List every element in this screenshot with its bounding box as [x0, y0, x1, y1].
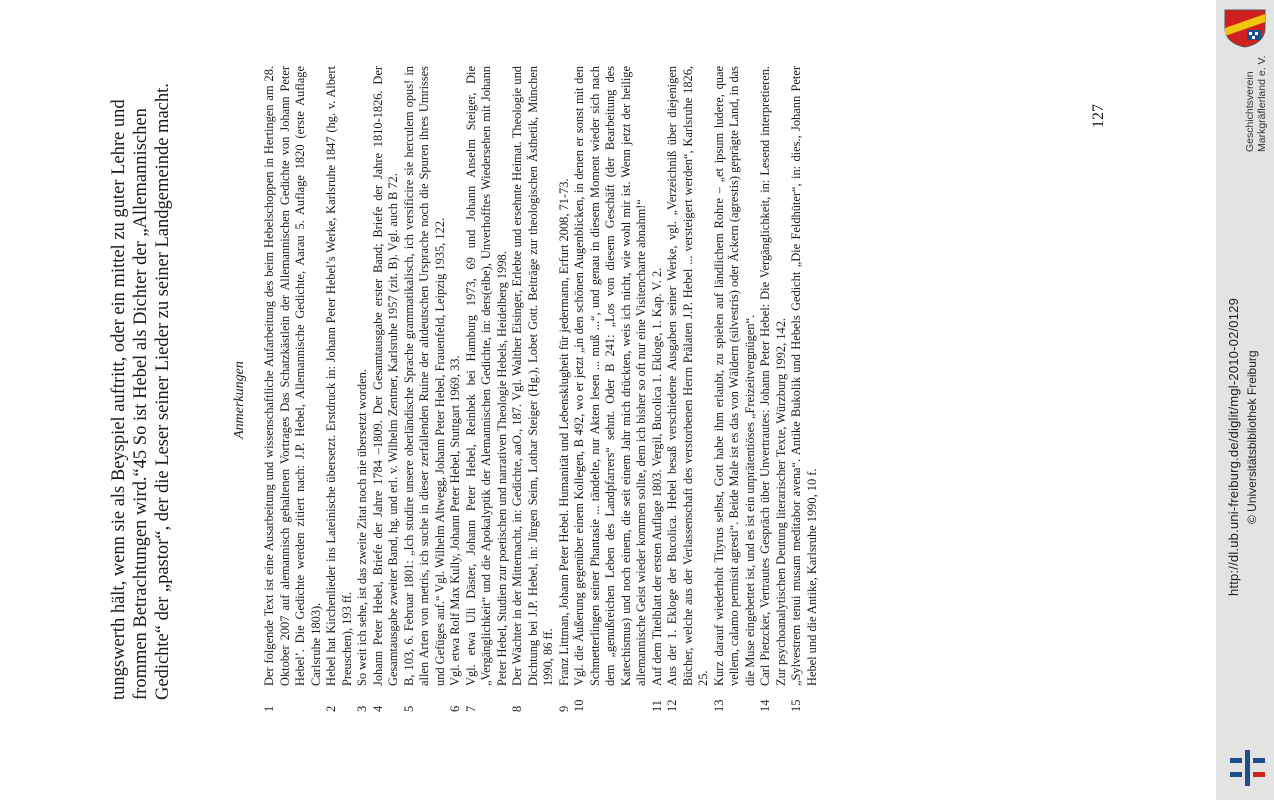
footnote-number: 1	[262, 705, 276, 712]
footnote-number: 5	[401, 705, 416, 712]
footnote-text: Auf dem Titelblatt der ersten Auflage 1803. Vergil, Bucolica 1. Ekloge, 1. Kap. V. 2.	[649, 267, 664, 686]
footnote	[371, 66, 402, 712]
footnote-text: Aus der 1. Ekloge der Bucolica. Hebel besaß verschiedene Ausgaben seiner Werke, vgl. „Verzeichniß über diejenigen Bücher, welche aus der Verlassenschaft des verstorbenen Herrn Prälaten J.P. Hebel ... versteigert werden“, Karlsruhe 1826, 25.	[665, 66, 710, 686]
footnote-text: B, 103, 6. Februar 1801: „Ich studire unsere oberländische Sprache grammatikalisch, ich versificire sie herculem opus! in allen Arten von metris, ich suche in dieser zerfallenden Ruine der altdeutschen Ursprache noch die Spuren ihres Umrisses und Gefüges auf.“ Vgl. Wilhelm Altwegg, Johann Peter Hebel, Frauenfeld, Leipzig 1935, 122.	[401, 66, 447, 686]
footnote	[572, 66, 650, 712]
association-line: Markgräflerland e. V.	[1256, 55, 1268, 152]
footnote-number: 7	[463, 705, 478, 712]
footnote	[324, 66, 355, 712]
page-url[interactable]: http://dl.ub.uni-freiburg.de/diglit/mgl-2010-02/0129	[1226, 297, 1241, 596]
footnote-text: So weit ich sehe, ist das zweite Zitat noch nie übersetzt worden.	[355, 369, 369, 686]
footnote	[464, 66, 511, 712]
footnote-number: 8	[510, 705, 524, 712]
footnote-text: Johann Peter Hebel, Briefe der Jahre 1784 –1809. Der Gesamtausgabe erster Band; Briefe der Jahre 1810-1826. Der Gesamtausgabe zweiter Band, hg. und erl. v. Wilhelm Zentner, Karlsruhe 1957 (zit. B). Vgl. auch B 72.	[370, 66, 400, 686]
footnote-text: Vgl. etwa Rolf Max Kully, Johann Peter Hebel, Stuttgart 1969, 33.	[448, 355, 462, 686]
body-line: tungswerth hält, wenn sie als Beyspiel auftritt, oder ein mittel zu guter Lehre und	[109, 99, 129, 700]
footnote-number: 4	[370, 705, 385, 712]
footnote	[262, 66, 324, 712]
footnotes-list	[262, 66, 820, 712]
footnote-number: 13	[711, 699, 726, 712]
footnote-text: Kurz darauf wiederholt Tityrus selbst, Gott habe ihm erlaubt, zu spielen auf ländlichem Rohre – „et ipsum ludere, quae vellem, calamo permisit agresti“. Beide Male ist es das von Wäldern (silvestris) oder Äckern (agrestis) geprägte Land, in das die Muse eingebettet ist, und es ist ein unprätentiöses „Freizeitvergnügen“.	[711, 66, 757, 686]
footnote-number: 12	[665, 699, 679, 712]
footnote-text: „Sylvestrem tenui musam meditabor avena“. Antike Bukolik und Hebels Gedicht „Die Feldhüter“, in: dies., Johann Peter Hebel und die Antike, Karlsruhe 1990, 10 f.	[789, 66, 819, 686]
footnote-text: Der folgende Text ist eine Ausarbeitung und wissenschaftliche Aufarbeitung des beim Hebelschoppen in Hertingen am 28. Oktober 2007 auf alemannisch gehaltenen Vortrages Das Schatzkästlein der Allemannischen Gedichte von Johann Peter Hebel’. Die Gedichte werden zitiert nach: J.P. Hebel, Allemannische Gedichte, Aarau 5. Auflage 1820 (erste Auflage Carlsruhe 1803).	[262, 66, 323, 686]
library-logo-icon	[1226, 748, 1268, 788]
body-line: frommen Betrachtungen wird.“45 So ist Hebel als Dichter der „Allemannischen	[131, 108, 151, 700]
footnote	[448, 66, 464, 712]
body-line: Gedichte“ der „pastor“, der die Leser seiner Lieder zu seiner Landgemeinde macht.	[153, 83, 173, 700]
footnote	[789, 66, 820, 712]
association-label	[1244, 56, 1268, 153]
footnote-text: Der Wächter in der Mitternacht, in: Gedichte, aaO., 187. Vgl. Walther Eisinger, Erlebte und ersehnte Heimat. Theologie und Dichtung bei J.P. Hebel, in: Jürgen Seim, Lothar Steiger (Hg.), Lobet Gott. Beiträge zur theologischen Ästhetik, München 1990, 86 ff.	[510, 66, 555, 686]
footnote	[665, 66, 712, 712]
body-text	[108, 80, 174, 700]
footnote-number: 6	[448, 705, 462, 712]
footnote-number: 2	[324, 705, 338, 712]
notes-heading: Anmerkungen	[232, 361, 247, 439]
footnote-text: Carl Pietzcker, Vertrautes Gespräch über Unvertrautes: Johann Peter Hebel: Die Vergänglichkeit, in: Lesend interpretieren. Zur psychoanalytischen Deutung literarischer Texte, Würzburg 1992, 142.	[758, 66, 788, 686]
footnote	[355, 66, 371, 712]
footnote	[402, 66, 449, 712]
association-line: Geschichtsverein	[1244, 71, 1256, 152]
footnote-number: 15	[789, 699, 803, 712]
footnote	[650, 66, 666, 712]
footnote	[510, 66, 557, 712]
copyright-notice: © Universitätsbibliothek Freiburg	[1245, 350, 1259, 524]
footnote	[712, 66, 759, 712]
page-number: 127	[1090, 104, 1107, 128]
footnote-number: 10	[572, 699, 586, 712]
footnote	[758, 66, 789, 712]
footnote-text: Vgl. etwa Uli Däster, Johann Peter Hebel, Reinbek bei Hamburg 1973, 69 und Johann Anselm Steiger, Die „Vergänglichkeit“ und die Apokalyptik der Alemannischen Gedichte, in: ders(elbe), Unverhofftes Wiedersehen mit Johann Peter Hebel, Studien zur poetischen und narrativen Theologie Hebels, Heidelberg 1998.	[463, 66, 509, 686]
footnote	[557, 66, 573, 712]
footnote-number: 9	[556, 705, 571, 712]
footnote-number: 14	[758, 699, 772, 712]
coat-of-arms-icon	[1221, 8, 1269, 48]
footnote-number: 3	[355, 705, 369, 712]
footnote-text: Hebel hat Kirchenlieder ins Lateinische übersetzt. Erstdruck in: Johann Peter Hebel’s Werke, Karlsruhe 1847 (hg. v. Albert Preuschen), 193 ff.	[324, 66, 354, 686]
footnote-number: 11	[649, 700, 664, 712]
footnote-text: Vgl. die Äußerung gegenüber einem Kollegen, B 492, wo er jetzt „in den schönen Augenblicken, in denen er sonst mit den Schmetterlingen seiner Phantasie ... tändelte, nur Akten lesen ... muß ...“, und genau in diesem Moment wieder sich nach dem „genußreichen Leben des Landpfarrers“ sehnt. Oder B 241: „Los von diesem Geschäft (der Bearbeitung des Katechismus) und noch einem, die seit einem Jahr mich drückten, weis ich nicht, wie wohl mir ist. Wenn jetzt der heilige allemannische Geist wieder kommen sollte, dem ich bisher so oft nur eine Visitencharte abnahm!“	[572, 66, 648, 686]
footnote-text: Franz Littman, Johann Peter Hebel. Humanität und Lebensklugheit für jedermann, Erfurt 2008, 71-73.	[556, 178, 571, 686]
